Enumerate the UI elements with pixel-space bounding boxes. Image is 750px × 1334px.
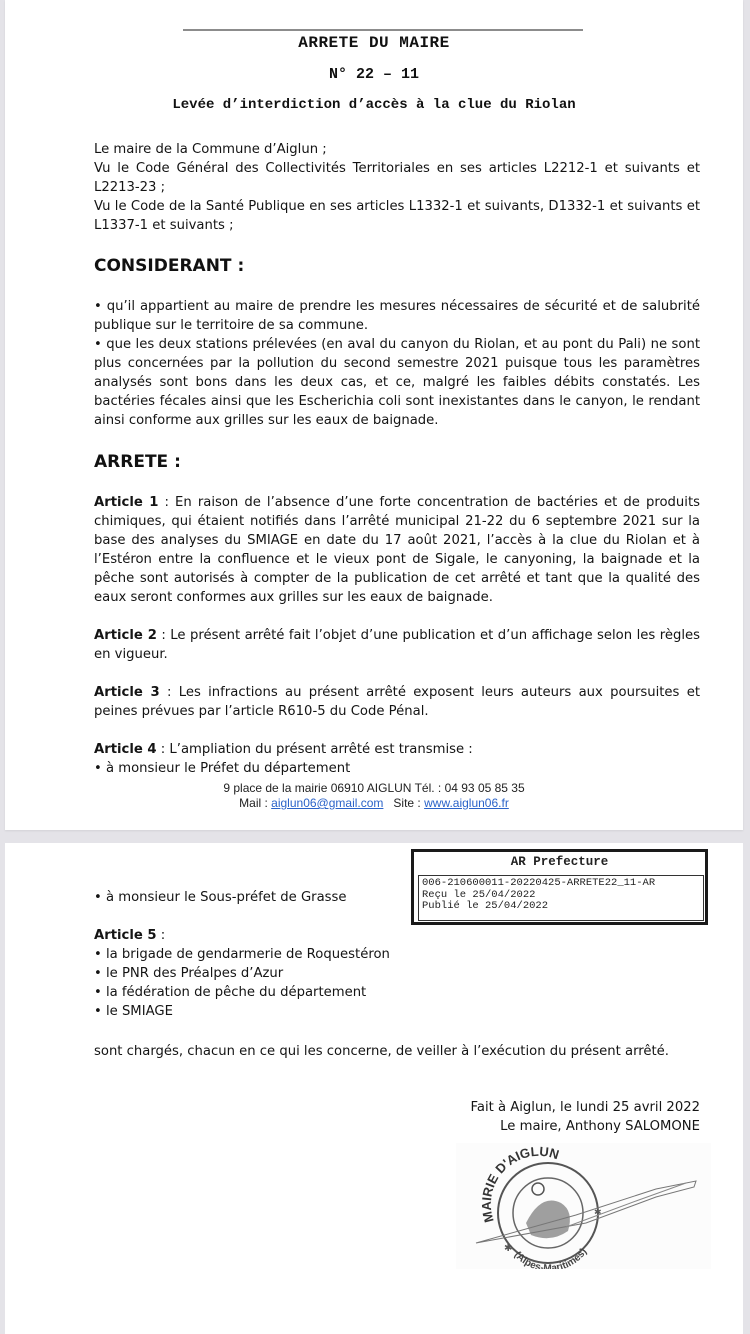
svg-text:✱: ✱ [504, 1243, 513, 1254]
footer-address: 9 place de la mairie 06910 AIGLUN Tél. : 04 93 05 85 35 [223, 781, 525, 795]
article-3 [94, 683, 700, 721]
mayor-stamp [456, 1143, 711, 1269]
article-3-text: : Les infractions au présent arrêté exposent leurs auteurs aux poursuites et peines prévues par l’article R610-5 du Code Pénal. [94, 685, 700, 719]
stamp-seal-icon [456, 1143, 711, 1269]
article-1 [94, 493, 700, 607]
arrete-heading: ARRETE : [94, 452, 181, 472]
header-rule [183, 29, 583, 31]
page-footer [5, 781, 743, 811]
considerant-item: • qu’il appartient au maire de prendre les mesures nécessaires de sécurité et de salubrité publique sur le territoire de sa commune. [94, 299, 700, 333]
signature-block [470, 1098, 700, 1136]
article-5-item: • la fédération de pêche du département [94, 985, 367, 1000]
signature-signer: Le maire, Anthony SALOMONE [500, 1119, 700, 1134]
footer-mail-link[interactable]: aiglun06@gmail.com [271, 796, 384, 810]
preamble-line: Vu le Code de la Santé Publique en ses articles L1332-1 et suivants, D1332-1 et suivants et L1337-1 et suivants ; [94, 199, 700, 233]
article-1-label: Article 1 [94, 495, 159, 510]
document-subtitle: Levée d’interdiction d’accès à la clue du Riolan [172, 97, 576, 113]
ar-prefecture-title: AR Prefecture [510, 855, 609, 869]
article-2 [94, 626, 700, 664]
footer-site-label: Site : [383, 796, 425, 810]
preamble [94, 140, 700, 235]
article-5-suffix: : [156, 928, 166, 943]
recipient-item: • à monsieur le Préfet du département [94, 761, 351, 776]
svg-text:✱: ✱ [594, 1208, 602, 1218]
considerant-item: • que les deux stations prélevées (en aval du canyon du Riolan, et au pont du Pali) ne sont plus concernées par la pollution du second semestre 2021 puisque tous les paramètres analysés sont bons dans les deux cas, et ce, malgré les faibles débits constatés. Les bactéries fécales ainsi que les Escherichia coli sont inexistantes dans le canyon, le rendant ainsi conforme aux grilles sur les eaux de baignade. [94, 337, 700, 428]
ar-prefecture-box [411, 849, 708, 925]
ar-prefecture-published: Publié le 25/04/2022 [422, 900, 549, 912]
preamble-line: Vu le Code Général des Collectivités Territoriales en ses articles L2212-1 et suivants et L2213-23 ; [94, 161, 700, 195]
document-title: ARRETE DU MAIRE [298, 34, 450, 52]
considerant-list [94, 297, 700, 430]
svg-text:(Alpes-Maritimes) [512, 1247, 590, 1269]
footer-site-link[interactable]: www.aiglun06.fr [424, 796, 509, 810]
article-5-item: • le SMIAGE [94, 1004, 173, 1019]
preamble-line: Le maire de la Commune d’Aiglun ; [94, 142, 327, 157]
article-3-label: Article 3 [94, 685, 160, 700]
signature-place-date: Fait à Aiglun, le lundi 25 avril 2022 [470, 1100, 700, 1115]
footer-mail-label: Mail : [239, 796, 272, 810]
closing-text: sont chargés, chacun en ce qui les concerne, de veiller à l’exécution du présent arrêté. [94, 1044, 669, 1059]
article-5-label: Article 5 [94, 928, 157, 943]
article-5 [94, 926, 700, 1021]
article-4-text: : L’ampliation du présent arrêté est transmise : [156, 742, 473, 757]
decree-number: N° 22 – 11 [328, 66, 419, 83]
article-1-text: : En raison de l’absence d’une forte concentration de bactéries et de produits chimiques, qui étaient notifiés dans l’arrêté municipal 21-22 du 6 septembre 2021 sur la base des analyses du SMIAGE en date du 17 août 2021, l’accès à la clue du Riolan et à l’Estéron entre la confluence et le vieux pont de Sigale, le canyoning, la baignade et la pêche sont autorisés à compter de la publication de cet arrêté et tant que la qualité des eaux seront conformes aux grilles sur les eaux de baignade. [94, 495, 700, 605]
article-5-item: • la brigade de gendarmerie de Roquestéron [94, 947, 390, 962]
ar-prefecture-received: Reçu le 25/04/2022 [422, 888, 536, 901]
article-2-text: : Le présent arrêté fait l’objet d’une publication et d’un affichage selon les règles en vigueur. [94, 628, 700, 662]
article-4 [94, 740, 700, 778]
article-4-label: Article 4 [94, 742, 157, 757]
considerant-heading: CONSIDERANT : [94, 256, 245, 276]
ar-prefecture-id: 006-210600011-20220425-ARRETE22_11-AR [422, 877, 656, 889]
article-2-label: Article 2 [94, 628, 157, 643]
stamp-bottom-text: (Alpes-Maritimes) [511, 1246, 590, 1269]
document-page-1 [5, 0, 743, 830]
document-page-2 [5, 843, 743, 1334]
stamp-top-text: MAIRIE D'AIGLUN [478, 1143, 561, 1225]
article-5-item: • le PNR des Préalpes d’Azur [94, 966, 284, 981]
recipient-item: • à monsieur le Sous-préfet de Grasse [94, 890, 347, 905]
